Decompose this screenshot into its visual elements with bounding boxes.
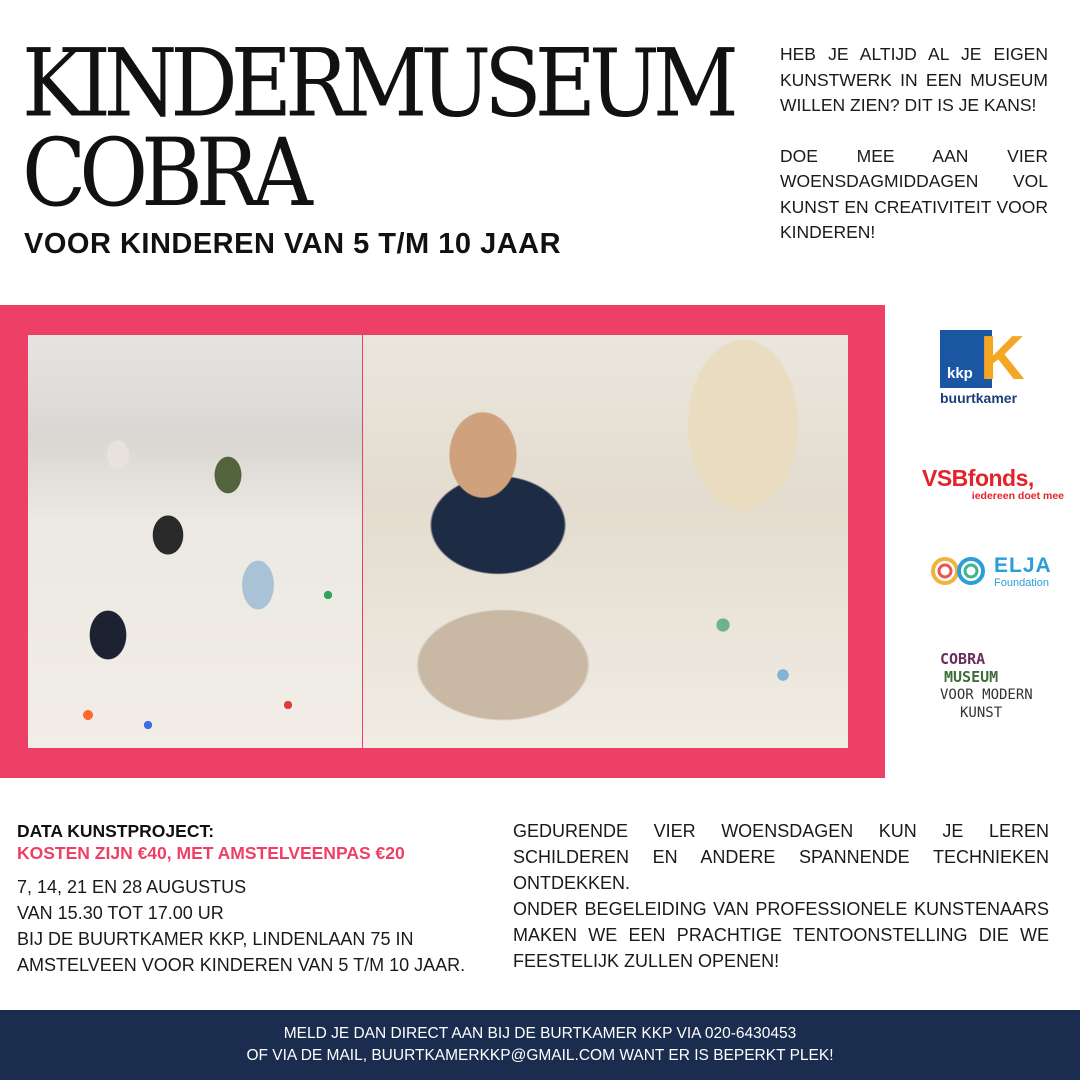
intro-paragraph-1: HEB JE ALTIJD AL JE EIGEN KUNSTWERK IN EEN MUSEUM WILLEN ZIEN? DIT IS JE KANS! <box>780 44 1048 115</box>
intro-paragraph-2: DOE MEE AAN VIER WOENSDAGMIDDAGEN VOL KUNST EN CREATIVITEIT VOOR KINDEREN! <box>780 145 1048 242</box>
project-description <box>513 818 1049 974</box>
kkp-mark-text: kkp <box>947 365 973 382</box>
vsb-tagline: iedereen doet mee <box>971 490 1064 502</box>
details-time: VAN 15.30 TOT 17.00 UR <box>17 903 224 923</box>
footer-line-1: MELD JE DAN DIRECT AAN BIJ DE BURTKAMER KKP VIA 020-6430453 <box>283 1025 797 1042</box>
page-title <box>22 27 732 228</box>
details-location-2: AMSTELVEEN VOOR KINDEREN VAN 5 T/M 10 JAAR. <box>17 955 466 975</box>
elja-foundation-logo <box>930 552 1070 592</box>
kkp-buurtkamer-logo <box>940 324 1025 410</box>
photo-frame <box>0 305 885 778</box>
details-location-1: BIJ DE BUURTKAMER KKP, LINDENLAAN 75 IN <box>17 929 414 949</box>
details-dates: 7, 14, 21 EN 28 AUGUSTUS <box>17 877 247 897</box>
children-painting-photo <box>28 335 362 748</box>
details-heading: DATA KUNSTPROJECT: <box>17 821 215 841</box>
sponsor-logos <box>900 320 1075 740</box>
title-line-1: KINDERMUSEUM <box>22 27 732 138</box>
infinity-icon <box>930 556 986 586</box>
subtitle: VOOR KINDEREN VAN 5 T/M 10 JAAR <box>24 228 562 260</box>
cobra-line-2: MUSEUM <box>944 668 999 686</box>
elja-name: ELJA <box>994 554 1052 577</box>
kkp-letter: K <box>980 324 1025 393</box>
footer-line-2: OF VIA DE MAIL, BUURTKAMERKKP@GMAIL.COM WANT ER IS BEPERKT PLEK! <box>246 1047 834 1064</box>
vsb-name: VSBfonds, <box>922 465 1034 491</box>
girl-painting-photo <box>363 335 848 748</box>
kkp-name: buurtkamer <box>940 390 1018 406</box>
elja-sub: Foundation <box>994 577 1050 589</box>
vsbfonds-logo <box>922 465 1072 502</box>
cobra-museum-logo <box>940 650 1070 722</box>
cobra-line-1: COBRA <box>940 650 986 668</box>
intro-text <box>780 42 1048 271</box>
cobra-line-4: KUNST <box>960 705 1003 721</box>
description-paragraph-1: GEDURENDE VIER WOENSDAGEN KUN JE LEREN SCHILDEREN EN ANDERE SPANNENDE TECHNIEKEN ONTDEKKEN. <box>513 821 1049 893</box>
description-paragraph-2: ONDER BEGELEIDING VAN PROFESSIONELE KUNSTENAARS MAKEN WE EEN PRACHTIGE TENTOONSTELLING DIE WE FEESTELIJK ZULLEN OPENEN! <box>513 899 1049 971</box>
title-line-2: COBRA <box>22 117 306 228</box>
project-details <box>17 820 497 978</box>
details-cost: KOSTEN ZIJN €40, MET AMSTELVEENPAS €20 <box>17 843 405 863</box>
cobra-line-3: VOOR MODERN <box>940 687 1033 703</box>
footer-banner <box>0 1010 1080 1080</box>
